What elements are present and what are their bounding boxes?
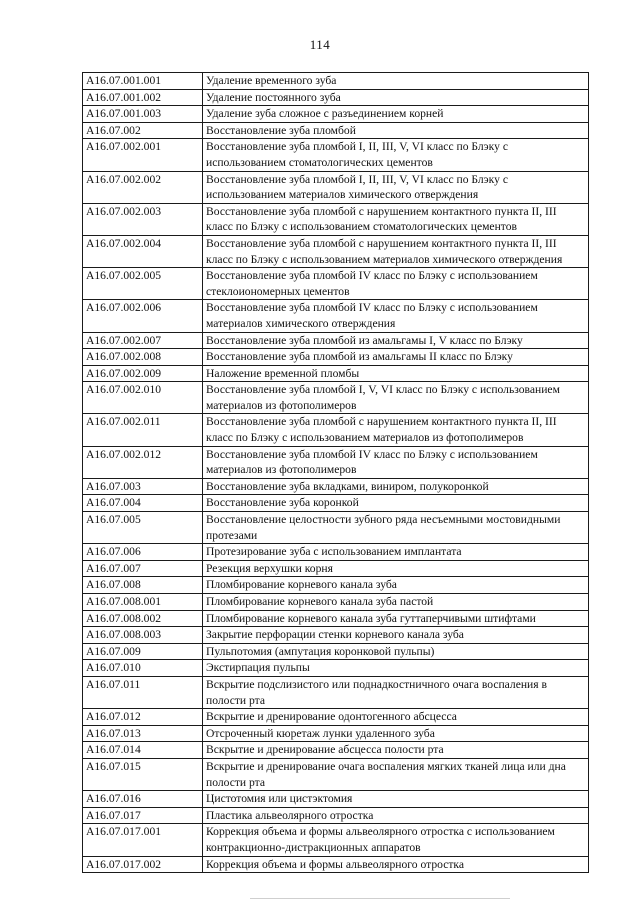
table-row bbox=[83, 414, 589, 446]
table-row bbox=[83, 791, 589, 808]
procedure-code: A16.07.001.001 bbox=[83, 73, 203, 90]
procedure-code: A16.07.017.001 bbox=[83, 824, 203, 856]
procedure-code: A16.07.002.001 bbox=[83, 139, 203, 171]
procedure-name: Восстановление зуба пломбой I, II, III, V, VI класс по Блэку с использованием материалов химического отверждения bbox=[203, 171, 589, 203]
table-row bbox=[83, 495, 589, 512]
procedure-code: A16.07.015 bbox=[83, 758, 203, 790]
procedure-name: Пломбирование корневого канала зуба гуттаперчивыми штифтами bbox=[203, 610, 589, 627]
procedure-table-body bbox=[83, 73, 589, 873]
procedure-code: A16.07.002.006 bbox=[83, 300, 203, 332]
table-row bbox=[83, 709, 589, 726]
procedure-code: A16.07.014 bbox=[83, 742, 203, 759]
procedure-name: Восстановление зуба пломбой с нарушением контактного пункта II, III класс по Блэку с использованием материалов из фотополимеров bbox=[203, 414, 589, 446]
table-row bbox=[83, 643, 589, 660]
procedure-code: A16.07.004 bbox=[83, 495, 203, 512]
procedure-name: Отсроченный кюретаж лунки удаленного зуба bbox=[203, 725, 589, 742]
procedure-name: Удаление зуба сложное с разъединением корней bbox=[203, 106, 589, 123]
procedure-name: Восстановление зуба пломбой с нарушением контактного пункта II, III класс по Блэку с использованием материалов химического отверждения bbox=[203, 235, 589, 267]
table-row bbox=[83, 122, 589, 139]
procedure-code: A16.07.017.002 bbox=[83, 856, 203, 873]
procedure-name: Пластика альвеолярного отростка bbox=[203, 807, 589, 824]
table-row bbox=[83, 856, 589, 873]
procedure-name: Восстановление зуба пломбой из амальгамы II класс по Блэку bbox=[203, 349, 589, 366]
table-row bbox=[83, 512, 589, 544]
procedure-name: Протезирование зуба с использованием имплантата bbox=[203, 544, 589, 561]
procedure-name: Восстановление зуба пломбой IV класс по Блэку с использованием материалов из фотополимеров bbox=[203, 446, 589, 478]
table-row bbox=[83, 382, 589, 414]
procedure-code: A16.07.008.001 bbox=[83, 594, 203, 611]
procedure-name: Коррекция объема и формы альвеолярного отростка bbox=[203, 856, 589, 873]
table-row bbox=[83, 725, 589, 742]
procedure-code: A16.07.010 bbox=[83, 660, 203, 677]
procedure-code: A16.07.002.008 bbox=[83, 349, 203, 366]
procedure-name: Экстирпация пульпы bbox=[203, 660, 589, 677]
procedure-name: Пломбирование корневого канала зуба пастой bbox=[203, 594, 589, 611]
table-row bbox=[83, 365, 589, 382]
procedure-name: Пульпотомия (ампутация коронковой пульпы) bbox=[203, 643, 589, 660]
procedure-code: A16.07.002.005 bbox=[83, 268, 203, 300]
procedure-name: Вскрытие и дренирование одонтогенного абсцесса bbox=[203, 709, 589, 726]
table-row bbox=[83, 676, 589, 708]
procedure-code: A16.07.005 bbox=[83, 512, 203, 544]
procedure-code: A16.07.009 bbox=[83, 643, 203, 660]
procedure-code: A16.07.008.002 bbox=[83, 610, 203, 627]
procedure-name: Удаление постоянного зуба bbox=[203, 89, 589, 106]
table-row bbox=[83, 807, 589, 824]
procedure-code: A16.07.001.002 bbox=[83, 89, 203, 106]
table-row bbox=[83, 446, 589, 478]
table-row bbox=[83, 742, 589, 759]
procedure-code: A16.07.001.003 bbox=[83, 106, 203, 123]
procedure-code: A16.07.012 bbox=[83, 709, 203, 726]
table-row bbox=[83, 203, 589, 235]
procedure-name: Восстановление зуба пломбой из амальгамы I, V класс по Блэку bbox=[203, 332, 589, 349]
table-row bbox=[83, 332, 589, 349]
procedure-name: Вскрытие и дренирование очага воспаления мягких тканей лица или дна полости рта bbox=[203, 758, 589, 790]
procedure-name: Удаление временного зуба bbox=[203, 73, 589, 90]
table-row bbox=[83, 89, 589, 106]
procedure-code: A16.07.011 bbox=[83, 676, 203, 708]
table-row bbox=[83, 627, 589, 644]
procedure-name: Наложение временной пломбы bbox=[203, 365, 589, 382]
table-row bbox=[83, 594, 589, 611]
procedure-code: A16.07.002.004 bbox=[83, 235, 203, 267]
procedure-code: A16.07.007 bbox=[83, 560, 203, 577]
table-row bbox=[83, 235, 589, 267]
procedure-name: Цистотомия или цистэктомия bbox=[203, 791, 589, 808]
table-row bbox=[83, 349, 589, 366]
procedure-name: Восстановление зуба пломбой bbox=[203, 122, 589, 139]
procedure-name: Пломбирование корневого канала зуба bbox=[203, 577, 589, 594]
table-row bbox=[83, 300, 589, 332]
procedure-code: A16.07.008.003 bbox=[83, 627, 203, 644]
procedure-name: Коррекция объема и формы альвеолярного отростка с использованием контракционно-дистракционных аппаратов bbox=[203, 824, 589, 856]
table-row bbox=[83, 106, 589, 123]
procedure-code: A16.07.002 bbox=[83, 122, 203, 139]
procedure-name: Восстановление зуба пломбой I, V, VI класс по Блэку с использованием материалов из фотополимеров bbox=[203, 382, 589, 414]
table-row bbox=[83, 139, 589, 171]
page-number: 114 bbox=[309, 37, 331, 52]
procedure-name: Резекция верхушки корня bbox=[203, 560, 589, 577]
procedure-code: A16.07.002.012 bbox=[83, 446, 203, 478]
procedure-name: Восстановление зуба пломбой IV класс по Блэку с использованием стеклоиономерных цементов bbox=[203, 268, 589, 300]
procedure-code: A16.07.002.003 bbox=[83, 203, 203, 235]
procedure-name: Восстановление целостности зубного ряда несъемными мостовидными протезами bbox=[203, 512, 589, 544]
procedure-code: A16.07.002.002 bbox=[83, 171, 203, 203]
procedure-name: Восстановление зуба коронкой bbox=[203, 495, 589, 512]
table-row bbox=[83, 758, 589, 790]
procedure-name: Закрытие перфорации стенки корневого канала зуба bbox=[203, 627, 589, 644]
procedure-table bbox=[82, 72, 589, 873]
table-row bbox=[83, 171, 589, 203]
procedure-code: A16.07.013 bbox=[83, 725, 203, 742]
procedure-code: A16.07.003 bbox=[83, 478, 203, 495]
procedure-name: Вскрытие и дренирование абсцесса полости рта bbox=[203, 742, 589, 759]
table-row bbox=[83, 544, 589, 561]
table-row bbox=[83, 824, 589, 856]
procedure-code: A16.07.006 bbox=[83, 544, 203, 561]
procedure-name: Восстановление зуба пломбой с нарушением контактного пункта II, III класс по Блэку с использованием стоматологических цементов bbox=[203, 203, 589, 235]
procedure-code: A16.07.002.010 bbox=[83, 382, 203, 414]
procedure-name: Восстановление зуба пломбой I, II, III, V, VI класс по Блэку с использованием стоматологических цементов bbox=[203, 139, 589, 171]
table-row bbox=[83, 268, 589, 300]
procedure-code: A16.07.002.011 bbox=[83, 414, 203, 446]
procedure-code: A16.07.002.009 bbox=[83, 365, 203, 382]
scan-edge-line bbox=[250, 898, 510, 899]
procedure-code: A16.07.008 bbox=[83, 577, 203, 594]
procedure-name: Вскрытие подслизистого или поднадкостничного очага воспаления в полости рта bbox=[203, 676, 589, 708]
table-row bbox=[83, 660, 589, 677]
procedure-name: Восстановление зуба пломбой IV класс по Блэку с использованием материалов химического отверждения bbox=[203, 300, 589, 332]
table-row bbox=[83, 610, 589, 627]
procedure-code: A16.07.017 bbox=[83, 807, 203, 824]
procedure-name: Восстановление зуба вкладками, виниром, полукоронкой bbox=[203, 478, 589, 495]
procedure-code: A16.07.002.007 bbox=[83, 332, 203, 349]
table-row bbox=[83, 478, 589, 495]
table-row bbox=[83, 73, 589, 90]
procedure-code: A16.07.016 bbox=[83, 791, 203, 808]
table-row bbox=[83, 560, 589, 577]
table-row bbox=[83, 577, 589, 594]
